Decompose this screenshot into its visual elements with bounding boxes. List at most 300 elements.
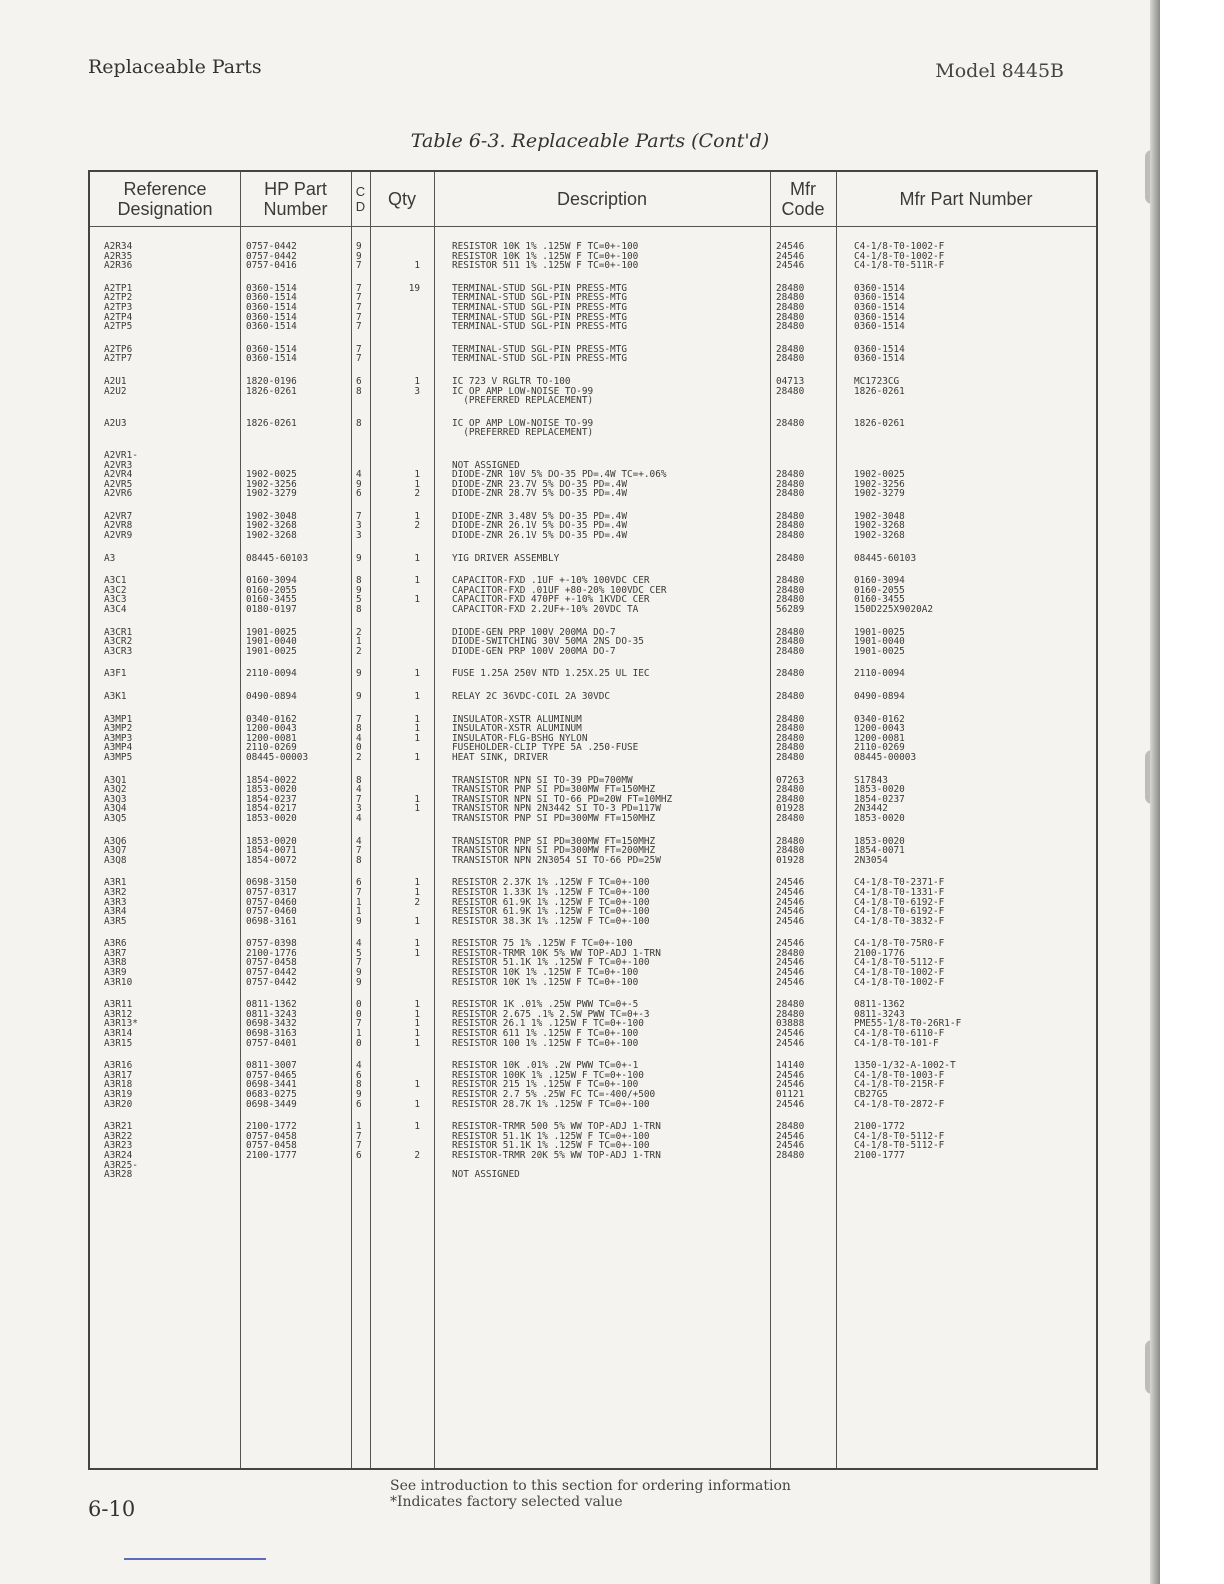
cell-ref: A3R16 xyxy=(104,1060,133,1072)
cell-cd: 4 xyxy=(356,784,362,796)
cell-hp-part: 1902-3268 xyxy=(246,520,297,532)
cell-mfr-code: 28480 xyxy=(776,1121,805,1133)
cell-ref: A2TP7 xyxy=(104,353,133,365)
cell-cd: 8 xyxy=(356,1079,362,1091)
cell-description: RESISTOR 10K 1% .125W F TC=0+-100 xyxy=(452,241,639,252)
cell-qty: 1 xyxy=(414,375,420,387)
cell-qty: 1 xyxy=(414,732,420,744)
cell-description: TRANSISTOR PNP SI PD=300MW FT=150MHZ xyxy=(452,835,656,847)
cell-qty: 2 xyxy=(414,488,420,500)
cell-ref: A3Q3 xyxy=(104,793,127,805)
row-group xyxy=(90,377,1096,406)
cell-cd: 3 xyxy=(356,803,362,815)
cell-qty: 1 xyxy=(414,938,420,950)
row-group xyxy=(90,451,1096,499)
cell-description: DIODE-ZNR 26.1V 5% DO-35 PD=.4W xyxy=(452,520,627,532)
cell-mfr-code: 28480 xyxy=(776,353,805,365)
cell-qty: 1 xyxy=(414,1028,420,1040)
cell-description: INSULATOR-XSTR ALUMINUM xyxy=(452,713,582,725)
table-row xyxy=(90,451,1096,461)
cell-hp-part: 1854-0072 xyxy=(246,854,297,866)
cell-cd: 0 xyxy=(356,742,362,754)
cell-cd: 4 xyxy=(356,732,362,744)
table-row xyxy=(90,387,1096,397)
cell-mfr-code: 28480 xyxy=(776,282,805,294)
section-header: Replaceable Parts xyxy=(88,56,262,78)
cell-hp-part: 2100-1772 xyxy=(246,1121,297,1133)
cell-mfr-part-number: 0811-3243 xyxy=(854,1008,905,1020)
cell-cd: 9 xyxy=(356,552,362,564)
cell-hp-part: 0490-0894 xyxy=(246,691,297,702)
cell-mfr-part-number: 08445-60103 xyxy=(854,552,917,564)
cell-mfr-part-number: 1902-0025 xyxy=(854,469,905,481)
cell-qty: 1 xyxy=(414,1079,420,1091)
cell-hp-part: 1854-0237 xyxy=(246,793,297,805)
cell-mfr-code: 28480 xyxy=(776,510,805,522)
cell-cd: 3 xyxy=(356,520,362,532)
cell-ref: A3CR2 xyxy=(104,636,133,648)
cell-cd: 9 xyxy=(356,1089,362,1100)
cell-ref: A2R35 xyxy=(104,250,133,262)
cell-qty: 1 xyxy=(414,793,420,805)
cell-cd: 8 xyxy=(356,417,362,429)
table-row xyxy=(90,753,1096,763)
table-row xyxy=(90,669,1096,679)
cell-cd: 8 xyxy=(356,854,362,866)
cell-mfr-code: 28480 xyxy=(776,835,805,847)
cell-mfr-code: 24546 xyxy=(776,938,805,950)
cell-mfr-part-number: 0360-1514 xyxy=(854,321,905,333)
cell-qty: 1 xyxy=(414,478,420,490)
row-group xyxy=(90,1000,1096,1048)
cell-cd: 0 xyxy=(356,999,362,1011)
cell-description: RESISTOR 2.675 .1% 2.5W PWW TC=0+-3 xyxy=(452,1008,650,1020)
cell-cd: 7 xyxy=(356,311,362,323)
cell-mfr-code: 28480 xyxy=(776,742,805,754)
cell-mfr-code: 28480 xyxy=(776,732,805,744)
parts-table xyxy=(88,170,1098,1470)
cell-mfr-code: 28480 xyxy=(776,812,805,824)
model-header: Model 8445B xyxy=(935,60,1064,82)
col-header-hp-part xyxy=(240,172,351,226)
cell-qty: 19 xyxy=(408,282,420,294)
cell-qty: 1 xyxy=(414,1037,420,1049)
cell-ref: A3MP2 xyxy=(104,723,133,735)
cell-mfr-part-number: 1853-0020 xyxy=(854,835,905,847)
cell-description: RESISTOR-TRMR 500 5% WW TOP-ADJ 1-TRN xyxy=(452,1121,661,1133)
cell-hp-part: 0360-1514 xyxy=(246,343,297,355)
cell-ref: A2R36 xyxy=(104,260,133,272)
cell-mfr-part-number: 0360-1514 xyxy=(854,301,905,313)
cell-qty: 1 xyxy=(414,575,420,587)
cell-mfr-code: 07263 xyxy=(776,774,805,786)
table-row xyxy=(90,692,1096,702)
cell-mfr-code: 28480 xyxy=(776,575,805,587)
cell-ref: A3CR1 xyxy=(104,626,133,638)
cell-hp-part: 2110-0094 xyxy=(246,668,297,680)
cell-mfr-part-number: C4-1/8-T0-5112-F xyxy=(854,1140,945,1152)
cell-description: RESISTOR 2.7 5% .25W FC TC=-400/+500 xyxy=(452,1089,656,1100)
cell-ref: A3MP1 xyxy=(104,713,133,725)
cell-cd: 7 xyxy=(356,886,362,898)
cell-qty: 1 xyxy=(414,751,420,763)
cell-cd: 4 xyxy=(356,835,362,847)
cell-description: TERMINAL-STUD SGL-PIN PRESS-MTG xyxy=(452,321,627,333)
cell-mfr-code: 04713 xyxy=(776,375,805,387)
cell-description: RESISTOR 28.7K 1% .125W F TC=0+-100 xyxy=(452,1098,650,1110)
cell-mfr-code: 28480 xyxy=(776,636,805,648)
row-group xyxy=(90,1061,1096,1109)
cell-description: RESISTOR 61.9K 1% .125W F TC=0+-100 xyxy=(452,906,650,918)
cell-description: NOT ASSIGNED xyxy=(452,459,520,471)
cell-description: DIODE-ZNR 26.1V 5% DO-35 PD=.4W xyxy=(452,530,627,542)
cell-mfr-code: 28480 xyxy=(776,584,805,596)
cell-hp-part: 1826-0261 xyxy=(246,417,297,429)
cell-qty: 1 xyxy=(414,877,420,889)
cell-cd: 4 xyxy=(356,469,362,481)
cell-cd: 9 xyxy=(356,241,362,252)
table-row xyxy=(90,1151,1096,1161)
cell-hp-part: 0360-1514 xyxy=(246,292,297,304)
cell-cd: 4 xyxy=(356,938,362,950)
cell-mfr-code: 24546 xyxy=(776,1130,805,1142)
cell-qty: 1 xyxy=(414,552,420,564)
cell-hp-part: 0757-0317 xyxy=(246,886,297,898)
cell-ref: A2VR6 xyxy=(104,488,133,500)
table-row xyxy=(90,715,1096,725)
table-row xyxy=(90,1161,1096,1171)
cell-qty: 3 xyxy=(414,385,420,397)
cell-mfr-part-number: C4-1/8-T0-6192-F xyxy=(854,896,945,908)
cell-hp-part: 1200-0081 xyxy=(246,732,297,744)
cell-mfr-code: 28480 xyxy=(776,1149,805,1161)
cell-mfr-part-number: 08445-00003 xyxy=(854,751,917,763)
cell-mfr-code: 24546 xyxy=(776,896,805,908)
cell-mfr-part-number: 1853-0020 xyxy=(854,812,905,824)
cell-mfr-code: 24546 xyxy=(776,250,805,262)
cell-mfr-part-number: 150D225X9020A2 xyxy=(854,604,934,616)
cell-mfr-code: 01928 xyxy=(776,854,805,866)
cell-ref: A3F1 xyxy=(104,668,127,680)
cell-mfr-part-number: C4-1/8-T0-215R-F xyxy=(854,1079,945,1091)
cell-description: RESISTOR 38.3K 1% .125W F TC=0+-100 xyxy=(452,915,650,927)
cell-description: (PREFERRED REPLACEMENT) xyxy=(452,395,594,407)
cell-mfr-code: 24546 xyxy=(776,1028,805,1040)
cell-hp-part: 0757-0442 xyxy=(246,250,297,262)
cell-hp-part: 1901-0025 xyxy=(246,645,297,657)
cell-qty: 1 xyxy=(414,999,420,1011)
cell-mfr-code: 01121 xyxy=(776,1089,805,1100)
cell-hp-part: 0811-1362 xyxy=(246,999,297,1011)
col-header-line: Code xyxy=(781,199,825,219)
cell-cd: 7 xyxy=(356,1018,362,1030)
cell-mfr-part-number: 0360-1514 xyxy=(854,353,905,365)
cell-ref: A3R2 xyxy=(104,886,127,898)
table-row xyxy=(90,1039,1096,1049)
cell-ref: A3Q1 xyxy=(104,774,127,786)
cell-cd: 9 xyxy=(356,967,362,979)
table-row xyxy=(90,554,1096,564)
cell-ref: A2U2 xyxy=(104,385,127,397)
cell-mfr-part-number: C4-1/8-T0-6110-F xyxy=(854,1028,945,1040)
cell-qty: 1 xyxy=(414,947,420,959)
table-row xyxy=(90,856,1096,866)
cell-description: RESISTOR-TRMR 20K 5% WW TOP-ADJ 1-TRN xyxy=(452,1149,661,1161)
cell-mfr-code: 28480 xyxy=(776,520,805,532)
cell-mfr-code: 28480 xyxy=(776,321,805,333)
table-row xyxy=(90,647,1096,657)
cell-mfr-code: 56289 xyxy=(776,604,805,616)
cell-cd: 7 xyxy=(356,292,362,304)
cell-ref: A3Q7 xyxy=(104,845,127,857)
cell-mfr-code: 28480 xyxy=(776,343,805,355)
cell-description: TERMINAL-STUD SGL-PIN PRESS-MTG xyxy=(452,301,627,313)
cell-cd: 2 xyxy=(356,645,362,657)
cell-hp-part: 1902-3268 xyxy=(246,530,297,542)
cell-hp-part: 0160-3094 xyxy=(246,575,297,587)
cell-ref: A2TP5 xyxy=(104,321,133,333)
cell-cd: 7 xyxy=(356,1130,362,1142)
cell-description: RESISTOR 75 1% .125W F TC=0+-100 xyxy=(452,938,633,950)
cell-description: DIODE-ZNR 28.7V 5% DO-35 PD=.4W xyxy=(452,488,627,500)
row-group xyxy=(90,284,1096,332)
cell-ref: A3R6 xyxy=(104,938,127,950)
cell-mfr-code: 28480 xyxy=(776,292,805,304)
cell-ref: A2VR5 xyxy=(104,478,133,490)
cell-mfr-part-number: 1854-0071 xyxy=(854,845,905,857)
cell-ref: A3R1 xyxy=(104,877,127,889)
cell-mfr-part-number: 2100-1777 xyxy=(854,1149,905,1161)
cell-ref: A3R4 xyxy=(104,906,127,918)
table-body xyxy=(90,242,1096,1193)
cell-cd: 7 xyxy=(356,793,362,805)
cell-mfr-code: 24546 xyxy=(776,241,805,252)
row-group xyxy=(90,692,1096,702)
cell-description: CAPACITOR-FXD .01UF +80-20% 100VDC CER xyxy=(452,584,667,596)
cell-description: NOT ASSIGNED xyxy=(452,1169,520,1181)
cell-description: TERMINAL-STUD SGL-PIN PRESS-MTG xyxy=(452,292,627,304)
cell-qty: 2 xyxy=(414,520,420,532)
cell-mfr-part-number: C4-1/8-T0-1003-F xyxy=(854,1069,945,1081)
cell-cd: 6 xyxy=(356,877,362,889)
cell-ref: A3R9 xyxy=(104,967,127,979)
cell-ref: A2VR7 xyxy=(104,510,133,522)
cell-hp-part: 0360-1514 xyxy=(246,311,297,323)
cell-hp-part: 0360-1514 xyxy=(246,321,297,333)
cell-mfr-code: 03888 xyxy=(776,1018,805,1030)
cell-description: RESISTOR 1K .01% .25W PWW TC=0+-5 xyxy=(452,999,639,1011)
row-group xyxy=(90,878,1096,926)
cell-ref: A3R23 xyxy=(104,1140,133,1152)
cell-mfr-code: 24546 xyxy=(776,1069,805,1081)
cell-hp-part: 1853-0020 xyxy=(246,812,297,824)
cell-cd: 9 xyxy=(356,915,362,927)
col-header-mfr-code xyxy=(770,172,836,226)
cell-mfr-code: 28480 xyxy=(776,1008,805,1020)
cell-description: DIODE-ZNR 23.7V 5% DO-35 PD=.4W xyxy=(452,478,627,490)
cell-hp-part: 0757-0442 xyxy=(246,967,297,979)
col-header-line: C xyxy=(355,184,366,199)
row-group xyxy=(90,419,1096,438)
cell-mfr-code: 28480 xyxy=(776,645,805,657)
cell-cd: 4 xyxy=(356,812,362,824)
cell-ref: A3MP4 xyxy=(104,742,133,754)
cell-cd: 5 xyxy=(356,594,362,606)
cell-description: IC 723 V RGLTR TO-100 xyxy=(452,375,571,387)
cell-mfr-code: 14140 xyxy=(776,1060,805,1072)
cell-mfr-part-number: 1901-0025 xyxy=(854,626,905,638)
cell-mfr-code: 28480 xyxy=(776,751,805,763)
cell-ref: A3R8 xyxy=(104,957,127,969)
cell-mfr-code: 24546 xyxy=(776,976,805,988)
cell-ref: A3R17 xyxy=(104,1069,133,1081)
col-header-reference xyxy=(90,172,240,226)
cell-mfr-code: 28480 xyxy=(776,845,805,857)
cell-hp-part: 1854-0022 xyxy=(246,774,297,786)
cell-cd: 7 xyxy=(356,343,362,355)
cell-hp-part: 0757-0458 xyxy=(246,1130,297,1142)
cell-description: RESISTOR 10K 1% .125W F TC=0+-100 xyxy=(452,250,639,262)
cell-mfr-part-number: C4-1/8-T0-75R0-F xyxy=(854,938,945,950)
cell-ref: A3C3 xyxy=(104,594,127,606)
cell-description: IC OP AMP LOW-NOISE TO-99 xyxy=(452,385,594,397)
cell-ref: A3R24 xyxy=(104,1149,133,1161)
cell-ref: A2R34 xyxy=(104,241,133,252)
cell-cd: 2 xyxy=(356,626,362,638)
cell-hp-part: 1901-0040 xyxy=(246,636,297,648)
cell-mfr-part-number: 1200-0043 xyxy=(854,723,905,735)
cell-ref: A3R5 xyxy=(104,915,127,927)
cell-mfr-code: 28480 xyxy=(776,999,805,1011)
cell-hp-part: 0757-0401 xyxy=(246,1037,297,1049)
cell-mfr-part-number: 0360-1514 xyxy=(854,343,905,355)
cell-cd: 9 xyxy=(356,478,362,490)
cell-description: TRANSISTOR NPN 2N3442 SI TO-3 PD=117W xyxy=(452,803,661,815)
cell-cd: 7 xyxy=(356,301,362,313)
cell-description: RESISTOR 100 1% .125W F TC=0+-100 xyxy=(452,1037,639,1049)
row-group xyxy=(90,939,1096,987)
cell-cd: 9 xyxy=(356,976,362,988)
cell-mfr-code: 24546 xyxy=(776,1079,805,1091)
cell-mfr-part-number: 0160-2055 xyxy=(854,584,905,596)
row-group xyxy=(90,628,1096,657)
cell-description: DIODE-GEN PRP 100V 200MA DO-7 xyxy=(452,626,616,638)
cell-mfr-code: 28480 xyxy=(776,626,805,638)
cell-description: FUSEHOLDER-CLIP TYPE 5A .250-FUSE xyxy=(452,742,639,754)
cell-qty: 1 xyxy=(414,668,420,680)
cell-mfr-code: 28480 xyxy=(776,478,805,490)
col-header-description: Description xyxy=(556,189,648,209)
cell-ref: A3R25- xyxy=(104,1159,138,1171)
cell-mfr-code: 28480 xyxy=(776,784,805,796)
table-row xyxy=(90,917,1096,927)
row-group xyxy=(90,512,1096,541)
cell-qty: 1 xyxy=(414,803,420,815)
cell-description: RESISTOR 511 1% .125W F TC=0+-100 xyxy=(452,260,639,272)
cell-qty: 1 xyxy=(414,594,420,606)
cell-mfr-part-number: 0360-1514 xyxy=(854,292,905,304)
table-row xyxy=(90,396,1096,406)
cell-qty: 1 xyxy=(414,713,420,725)
row-group xyxy=(90,345,1096,364)
cell-cd: 6 xyxy=(356,1149,362,1161)
cell-cd: 2 xyxy=(356,751,362,763)
cell-description: CAPACITOR-FXD 2.2UF+-10% 20VDC TA xyxy=(452,604,639,616)
table-row xyxy=(90,428,1096,438)
cell-description: TERMINAL-STUD SGL-PIN PRESS-MTG xyxy=(452,282,627,294)
cell-hp-part: 0360-1514 xyxy=(246,282,297,294)
cell-ref: A3R7 xyxy=(104,947,127,959)
cell-cd: 0 xyxy=(356,1037,362,1049)
factory-selected-note: *Indicates factory selected value xyxy=(390,1494,623,1510)
cell-hp-part: 0160-3455 xyxy=(246,594,297,606)
cell-cd: 8 xyxy=(356,604,362,616)
table-row xyxy=(90,724,1096,734)
cell-hp-part: 1853-0020 xyxy=(246,784,297,796)
cell-mfr-part-number: 1853-0020 xyxy=(854,784,905,796)
cell-ref: A3R22 xyxy=(104,1130,133,1142)
cell-cd: 1 xyxy=(356,636,362,648)
cell-qty: 1 xyxy=(414,1018,420,1030)
cell-qty: 1 xyxy=(414,260,420,272)
cell-mfr-part-number: C4-1/8-T0-101-F xyxy=(854,1037,939,1049)
cell-description: RESISTOR 61.9K 1% .125W F TC=0+-100 xyxy=(452,896,650,908)
cell-mfr-part-number: C4-1/8-T0-511R-F xyxy=(854,260,945,272)
cell-mfr-part-number: 2110-0094 xyxy=(854,668,905,680)
cell-hp-part: 0811-3007 xyxy=(246,1060,297,1072)
cell-mfr-part-number: C4-1/8-T0-5112-F xyxy=(854,1130,945,1142)
cell-hp-part: 2100-1776 xyxy=(246,947,297,959)
cell-mfr-code: 28480 xyxy=(776,594,805,606)
cell-hp-part: 0757-0442 xyxy=(246,976,297,988)
cell-hp-part: 0698-3163 xyxy=(246,1028,297,1040)
row-group xyxy=(90,242,1096,271)
cell-ref: A3R18 xyxy=(104,1079,133,1091)
cell-cd: 7 xyxy=(356,1140,362,1152)
col-header-line: D xyxy=(355,199,366,214)
cell-hp-part: 0360-1514 xyxy=(246,353,297,365)
cell-mfr-part-number: S17843 xyxy=(854,774,888,786)
cell-hp-part: 08445-60103 xyxy=(246,552,309,564)
cell-mfr-part-number: CB27G5 xyxy=(854,1089,888,1100)
cell-mfr-part-number: 1902-3268 xyxy=(854,520,905,532)
ordering-note: See introduction to this section for ordering information xyxy=(390,1478,791,1494)
col-header-line: Designation xyxy=(117,199,213,219)
cell-description: RESISTOR 611 1% .125W F TC=0+-100 xyxy=(452,1028,639,1040)
cell-cd: 8 xyxy=(356,774,362,786)
cell-hp-part: 1902-3279 xyxy=(246,488,297,500)
cell-description: TERMINAL-STUD SGL-PIN PRESS-MTG xyxy=(452,311,627,323)
col-header-line: Mfr xyxy=(790,179,816,199)
cell-description: IC OP AMP LOW-NOISE TO-99 xyxy=(452,417,594,429)
cell-hp-part: 0698-3161 xyxy=(246,915,297,927)
cell-mfr-code: 28480 xyxy=(776,668,805,680)
cell-ref: A2TP1 xyxy=(104,282,133,294)
cell-ref: A2TP6 xyxy=(104,343,133,355)
cell-description: CAPACITOR-FXD .1UF +-10% 100VDC CER xyxy=(452,575,650,587)
cell-mfr-part-number: 1902-3256 xyxy=(854,478,905,490)
cell-qty: 1 xyxy=(414,915,420,927)
row-group xyxy=(90,669,1096,679)
cell-ref: A2U3 xyxy=(104,417,127,429)
cell-cd: 8 xyxy=(356,575,362,587)
cell-mfr-code: 28480 xyxy=(776,469,805,481)
cell-cd: 9 xyxy=(356,584,362,596)
cell-hp-part: 1902-0025 xyxy=(246,469,297,481)
cell-ref: A3Q4 xyxy=(104,803,127,815)
cell-description: TRANSISTOR PNP SI PD=300MW FT=150MHZ xyxy=(452,812,656,824)
cell-mfr-part-number: 1826-0261 xyxy=(854,417,905,429)
